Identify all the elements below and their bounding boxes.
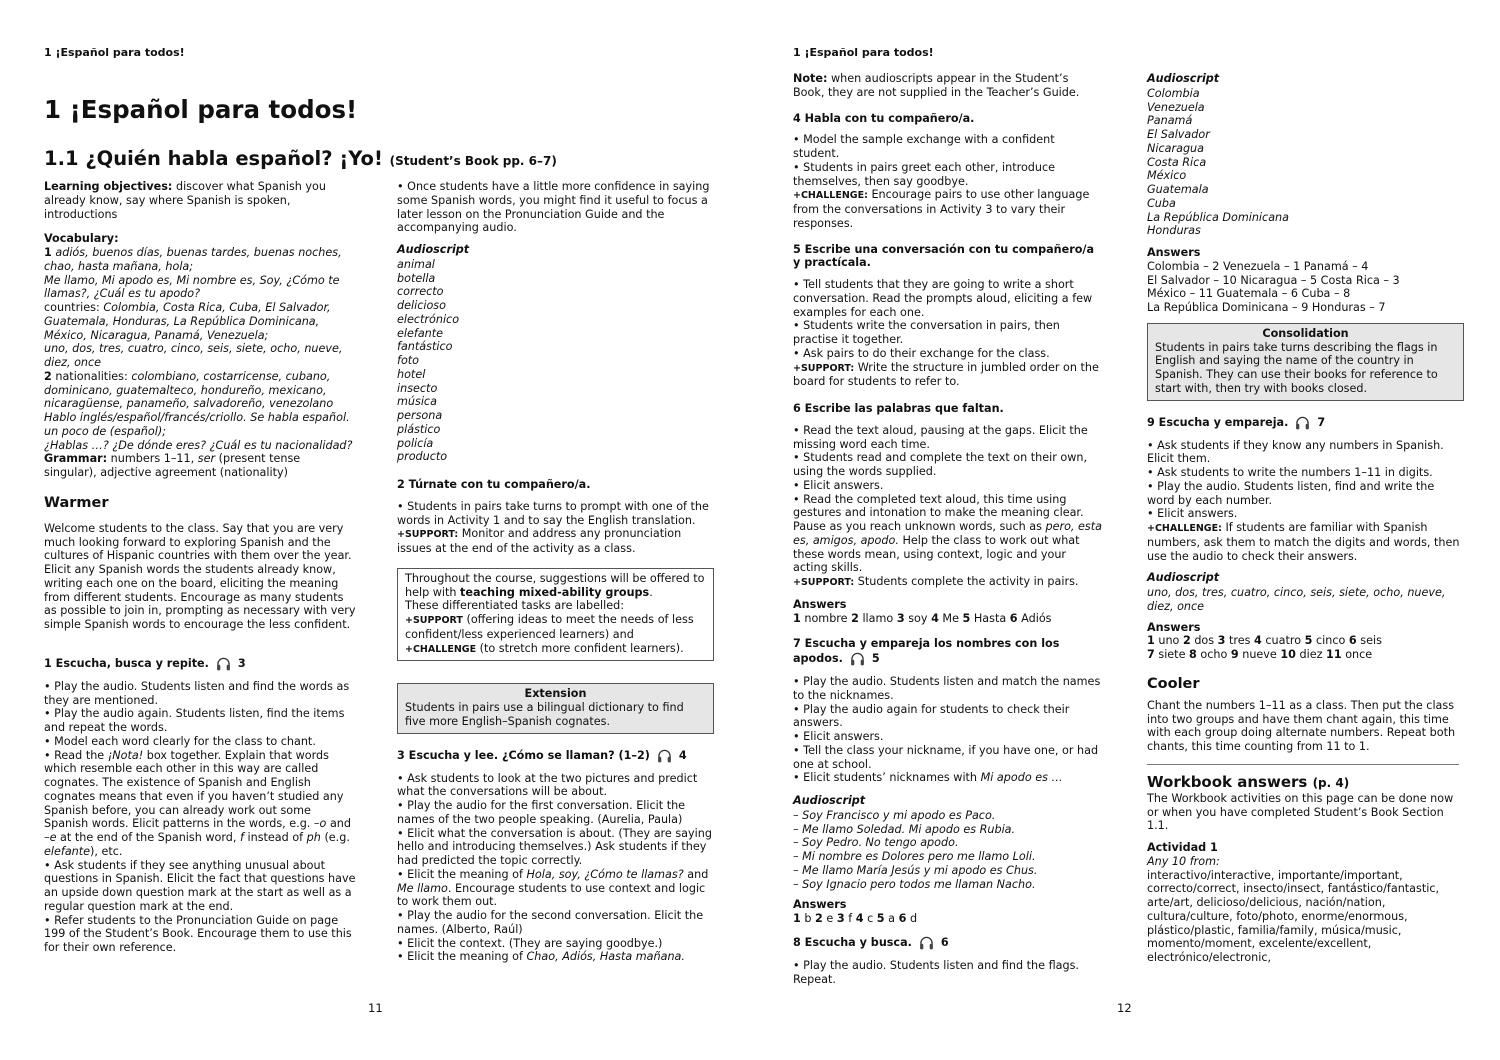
answer-value: soy xyxy=(908,611,928,625)
answer-value: a xyxy=(888,912,896,925)
list-item: producto xyxy=(397,450,448,464)
audioscript-note: Note: when audioscripts appear in the Student’s Book, they are not supplied in the Teacher’s Guide. xyxy=(793,72,1080,99)
answer-value: b xyxy=(804,912,812,925)
activity-6-heading: 6 Escribe las palabras que faltan. xyxy=(793,402,1004,415)
audioscript-1-list xyxy=(397,258,715,464)
extension-text: Students in pairs use a bilingual dictionary to find five more English–Spanish cognates. xyxy=(405,701,684,728)
consolidation-title: Consolidation xyxy=(1262,326,1349,340)
answer-value: ocho xyxy=(1200,648,1228,661)
activity-5-bullet-3: • Ask pairs to do their exchange for the class. xyxy=(793,346,1050,360)
activity-7-bullet-5: • Elicit students’ nicknames with Mi apodo es … xyxy=(793,771,1063,785)
answer-value: e xyxy=(826,912,834,925)
list-item: insecto xyxy=(397,381,438,395)
activity-3-bullet-7: • Elicit the meaning of Chao, Adiós, Hasta mañana. xyxy=(397,950,685,964)
activity-1-bullet-4: • Read the ¡Nota! box together. Explain that words which resemble each other in this way are called cognates. The existence of Spanish and English cognates means that even if you haven’t studied any Spanish before, you can already work out some Spanish words. Elicit patterns in the words, e.g. –o and –e at the end of the Spanish word, f instead of ph (e.g. elefante), etc. xyxy=(44,748,351,858)
list-item: – Me llamo María Jesús y mi apodo es Chus. xyxy=(793,863,1038,877)
list-item: plástico xyxy=(397,422,441,436)
answer-number: 3 xyxy=(1217,634,1226,648)
activity-6-bullet-3: • Elicit answers. xyxy=(793,478,884,492)
activity-8-bullet-1: • Play the audio. Students listen and find the flags. Repeat. xyxy=(793,958,1079,986)
warmer-text: Welcome students to the class. Say that you are very much looking forward to exploring Spanish and the cultures of Hispanic countries with them over the year. Elicit any Spanish words the students already know, writing each one on the board, eliciting the meaning from different students. Encourage as many students as possible to join in, prompting as necessary with very simple Spanish words to encourage the less confident. xyxy=(44,521,356,631)
consolidation-box xyxy=(1147,323,1464,401)
list-item: México – 11 Guatemala – 6 Cuba – 8 xyxy=(1147,287,1351,301)
list-item: foto xyxy=(397,354,420,367)
list-item: Costa Rica xyxy=(1147,155,1207,169)
activity-4-challenge: +CHALLENGE: Encourage pairs to use other language from the conversations in Activity 3 to vary their responses. xyxy=(793,188,1090,230)
answer-value: f xyxy=(848,912,853,925)
list-item: policía xyxy=(397,436,434,450)
activity-2-bullet-1: • Students in pairs take turns to prompt with one of the words in Activity 1 and to say the English translation. xyxy=(397,499,709,527)
activity-7-audioscript-label: Audioscript xyxy=(793,794,866,807)
mixed-ability-line-2: These differentiated tasks are labelled: xyxy=(405,599,624,613)
answer-value: tres xyxy=(1229,634,1251,648)
page12-column-2 xyxy=(1147,72,1465,965)
activity-1-bullet-3: • Model each word clearly for the class to chant. xyxy=(44,734,316,748)
activity-9-bullet-4: • Elicit answers. xyxy=(1147,507,1238,521)
list-item: electrónico xyxy=(397,312,460,326)
page11-column-1 xyxy=(44,180,356,955)
objectives-label: Learning objectives: xyxy=(44,180,173,193)
unit-title: 1 ¡Español para todos! xyxy=(44,95,358,124)
list-item: delicioso xyxy=(397,299,446,312)
activity-9-bullet-2: • Ask students to write the numbers 1–11 in digits. xyxy=(1147,466,1433,479)
consolidation-text: Students in pairs take turns describing the flags in English and saying the name of the country in Spanish. They can use their books for reference to start with, then try with books closed. xyxy=(1155,340,1438,395)
activity-1-bullet-1: • Play the audio. Students listen and find the words as they are mentioned. xyxy=(44,679,350,707)
activity-4-bullet-2: • Students in pairs greet each other, introduce themselves, then say goodbye. xyxy=(793,160,1056,188)
activity-2-support: +SUPPORT: Monitor and address any pronunciation issues at the end of the activity as a class. xyxy=(397,527,682,555)
answer-value: uno xyxy=(1158,634,1180,648)
answer-value: seis xyxy=(1360,634,1382,648)
mixed-ability-line-1: Throughout the course, suggestions will be offered to help with teaching mixed-ability groups. xyxy=(405,571,705,599)
activity-1-bullet-2: • Play the audio again. Students listen, find the items and repeat the words. xyxy=(44,707,345,734)
activity-7-answers-label: Answers xyxy=(793,898,847,912)
activity-7-bullet-3: • Elicit answers. xyxy=(793,730,884,743)
activity-9-bullet-3: • Play the audio. Students listen, find and write the word by each number. xyxy=(1147,479,1435,507)
list-item: La República Dominicana xyxy=(1147,210,1289,224)
activity-7-answers xyxy=(793,912,1103,926)
answer-number: 4 xyxy=(931,611,939,625)
answer-value: nombre xyxy=(804,611,848,625)
page-number-11: 11 xyxy=(368,1001,383,1015)
activity-6-support: +SUPPORT: Students complete the activity in pairs. xyxy=(793,575,1079,588)
answer-value: Adiós xyxy=(1021,611,1052,625)
lesson-book-ref: (Student’s Book pp. 6–7) xyxy=(389,154,557,168)
list-item: Venezuela xyxy=(1147,100,1205,114)
extension-box xyxy=(397,683,714,733)
activity-5-bullet-2: • Students write the conversation in pairs, then practise it together. xyxy=(793,319,1060,346)
activity-4-bullet-1: • Model the sample exchange with a confident student. xyxy=(793,133,1055,160)
answer-number: 6 xyxy=(1009,611,1018,625)
list-item: Colombia xyxy=(1147,86,1200,100)
answer-value: cuatro xyxy=(1265,634,1302,648)
activity-7-heading: 7 Escucha y empareja los nombres con los apodos. 5 xyxy=(793,637,1060,665)
audioscript-countries xyxy=(1147,87,1465,238)
activity-7-bullet-2: • Play the audio again for students to check their answers. xyxy=(793,702,1070,730)
activity-9-answers-1 xyxy=(1147,634,1465,648)
activity-1-heading: 1 Escucha, busca y repite. 3 xyxy=(44,656,246,670)
cooler-text: Chant the numbers 1–11 as a class. Then put the class into two groups and have them chant again, this time with each group doing alternate numbers. Repeat both chants, this time counting from 11 to 1. xyxy=(1147,698,1456,753)
warmer-heading: Warmer xyxy=(44,494,109,511)
list-item: elefante xyxy=(397,326,444,340)
activity-9-challenge: +CHALLENGE: If students are familiar with Spanish numbers, ask them to match the digits and words, then use the audio to check their answers. xyxy=(1147,521,1460,563)
answer-number: 2 xyxy=(1182,634,1191,648)
activity-9-heading: 9 Escucha y empareja. 7 xyxy=(1147,415,1326,429)
headphones-icon xyxy=(215,656,232,672)
vocabulary-1: 1 adiós, buenos días, buenas tardes, buenas noches, chao, hasta mañana, hola; Me llamo, Mi apodo es, Mi nombre es, Soy, ¿Cómo te llamas?, ¿Cuál es tu apodo? countries: Colombia, Costa Rica, Cuba, El Salvador, Guatemala, Honduras, La República Dominicana, México, Nicaragua, Panamá, Venezuela; uno, dos, tres, cuatro, cinco, seis, siete, ocho, nueve, diez, once xyxy=(44,246,343,369)
list-item: – Mi nombre es Dolores pero me llamo Loli. xyxy=(793,850,1036,863)
answer-value: nueve xyxy=(1242,648,1277,661)
countries-answers-label: Answers xyxy=(1147,246,1201,259)
activity-6-answers xyxy=(793,612,1103,626)
answer-number: 2 xyxy=(815,912,823,925)
answer-value: cinco xyxy=(1316,634,1346,648)
audioscript-1-label: Audioscript xyxy=(397,243,470,256)
list-item: botella xyxy=(397,271,436,285)
list-item: Honduras xyxy=(1147,224,1201,238)
answer-number: 3 xyxy=(896,611,905,625)
section-divider xyxy=(1147,764,1459,765)
activity-9-answers-2 xyxy=(1147,648,1465,662)
list-item: correcto xyxy=(397,285,444,299)
answer-value: d xyxy=(909,912,918,925)
activity-5-bullet-1: • Tell students that they are going to write a short conversation. Read the prompts aloud, eliciting a few examples for each one. xyxy=(793,278,1093,319)
list-item: Nicaragua xyxy=(1147,141,1204,155)
answer-number: 1 xyxy=(793,611,801,625)
list-item: – Me llamo Soledad. Mi apodo es Rubia. xyxy=(793,822,1016,836)
list-item: animal xyxy=(397,257,435,271)
activity-6-answers-label: Answers xyxy=(793,597,847,611)
answer-number: 6 xyxy=(1348,634,1357,648)
lesson-title xyxy=(44,147,557,173)
activity-6-bullet-1: • Read the text aloud, pausing at the gaps. Elicit the missing word each time. xyxy=(793,423,1088,451)
answer-number: 1 xyxy=(793,912,801,925)
list-item: fantástico xyxy=(397,340,453,354)
list-item: Colombia – 2 Venezuela – 1 Panamá – 4 xyxy=(1147,259,1369,273)
page12-column-1 xyxy=(793,72,1103,986)
activity-5-heading: 5 Escribe una conversación con tu compañero/a y practícala. xyxy=(793,242,1095,270)
headphones-icon xyxy=(849,651,866,667)
cooler-heading: Cooler xyxy=(1147,675,1200,692)
answer-value: once xyxy=(1345,648,1373,661)
list-item: El Salvador – 10 Nicaragua – 5 Costa Rica – 3 xyxy=(1147,273,1400,287)
answer-value: Hasta xyxy=(973,611,1007,625)
activity-8-heading: 8 Escucha y busca. 6 xyxy=(793,935,949,949)
answer-value: dos xyxy=(1194,634,1215,648)
activity-3-bullet-2: • Play the audio for the first conversation. Elicit the names of the two people speaking. (Aurelia, Paula) xyxy=(397,799,686,826)
countries-answers xyxy=(1147,260,1465,315)
headphones-icon xyxy=(1294,415,1311,431)
list-item: música xyxy=(397,395,437,409)
answer-number: 1 xyxy=(1147,634,1155,648)
activity-9-answers-label: Answers xyxy=(1147,620,1201,634)
list-item: Panamá xyxy=(1147,114,1193,128)
activity-5-support: +SUPPORT: Write the structure in jumbled order on the board for students to refer to. xyxy=(793,360,1099,389)
headphones-icon xyxy=(918,935,935,951)
headphones-icon xyxy=(656,748,673,764)
activity-9-bullet-1: • Ask students if they know any numbers in Spanish. Elicit them. xyxy=(1147,438,1444,466)
actividad-1-text: interactivo/interactive, importante/important, correcto/correct, insecto/insect, fantástico/fantastic, arte/art, delicioso/delicious, nación/nation, cultura/culture, foto/photo, enorme/enormous, plástico/plastic, familia/family, música/music, momento/moment, excelente/excellent, electrónico/electronic, xyxy=(1147,868,1440,964)
answer-number: 7 xyxy=(1147,648,1155,661)
vocabulary-2: 2 nationalities: colombiano, costarricense, cubano, dominicano, guatemalteco, hondureño, mexicano, nicaragüense, panameño, salvadoreño, venezolano Hablo inglés/español/francés/criollo. Se habla español. un poco de (español); ¿Hablas …? ¿De dónde eres? ¿Cuál es tu nacionalidad? xyxy=(44,369,353,452)
workbook-text: The Workbook activities on this page can be done now or when you have completed Student’s Book Section 1.1. xyxy=(1147,791,1454,833)
lesson-title-text: 1.1 ¿Quién habla español? ¡Yo! xyxy=(44,147,383,170)
list-item: México xyxy=(1147,169,1187,183)
actividad-1-heading: Actividad 1 xyxy=(1147,841,1218,854)
activity-2-heading: 2 Túrnate con tu compañero/a. xyxy=(397,478,591,491)
running-head-left: 1 ¡Español para todos! xyxy=(44,46,185,59)
answer-number: 6 xyxy=(898,912,907,925)
activity-6-bullet-2: • Students read and complete the text on their own, using the words supplied. xyxy=(793,451,1088,478)
learning-objectives xyxy=(44,180,356,221)
activity-1-bullet-5: • Ask students if they see anything unusual about questions in Spanish. Elicit the fact that questions have an upside down question mark at the start as well as a regular question mark at the end. xyxy=(44,858,356,913)
list-item: – Soy Ignacio pero todos me llaman Nacho. xyxy=(793,877,1036,891)
list-item: hotel xyxy=(397,367,426,381)
activity-9-audioscript: uno, dos, tres, cuatro, cinco, seis, siete, ocho, nueve, diez, once xyxy=(1147,586,1446,613)
list-item: persona xyxy=(397,409,443,422)
audioscript-countries-label: Audioscript xyxy=(1147,72,1220,85)
answer-number: 5 xyxy=(962,611,971,625)
page11-column-2 xyxy=(397,180,715,964)
extension-title: Extension xyxy=(524,687,587,701)
list-item: Cuba xyxy=(1147,196,1176,210)
mixed-ability-box xyxy=(397,568,714,662)
activity-3-bullet-4: • Elicit the meaning of Hola, soy, ¿Cómo te llamas? and Me llamo. Encourage students to use context and logic to work them out. xyxy=(397,867,709,909)
answer-value: Me xyxy=(942,611,959,625)
activity-7-audioscript xyxy=(793,809,1103,892)
answer-number: 5 xyxy=(1304,634,1313,648)
activity-3-bullet-3: • Elicit what the conversation is about. (They are saying hello and introducing themselves.) Ask students if they had predicted the topic correctly. xyxy=(397,826,712,867)
answer-value: c xyxy=(867,912,874,925)
activity-1-bullet-6: • Refer students to the Pronunciation Guide on page 199 of the Student’s Book. Encourage them to use this for their own reference. xyxy=(44,913,352,954)
actividad-1-subheading: Any 10 from: xyxy=(1147,854,1220,868)
workbook-heading: Workbook answers (p. 4) xyxy=(1147,772,1350,791)
list-item: – Soy Pedro. No tengo apodo. xyxy=(793,836,959,850)
objectives-text: discover what Spanish you already know, say where Spanish is spoken, introductions xyxy=(44,180,326,221)
answer-number: 9 xyxy=(1230,648,1239,661)
list-item: El Salvador xyxy=(1147,128,1210,141)
list-item: La República Dominicana – 9 Honduras – 7 xyxy=(1147,301,1386,314)
answer-number: 4 xyxy=(1254,634,1262,648)
answer-value: llamo xyxy=(862,611,894,625)
answer-number: 8 xyxy=(1189,648,1197,661)
list-item: Guatemala xyxy=(1147,183,1209,196)
activity-4-heading: 4 Habla con tu compañero/a. xyxy=(793,111,975,125)
answer-number: 10 xyxy=(1280,648,1296,661)
mixed-ability-support: +SUPPORT (offering ideas to meet the needs of less confident/less experienced learners) and xyxy=(405,613,694,641)
grammar: Grammar: numbers 1–11, ser (present tense singular), adjective agreement (nationality) xyxy=(44,452,301,479)
activity-3-bullet-5: • Play the audio for the second conversation. Elicit the names. (Alberto, Raúl) xyxy=(397,909,704,936)
answer-value: siete xyxy=(1158,648,1186,661)
activity-7-bullet-4: • Tell the class your nickname, if you have one, or had one at school. xyxy=(793,743,1099,771)
activity-3-heading: 3 Escucha y lee. ¿Cómo se llaman? (1–2) 4 xyxy=(397,748,687,762)
page-number-12: 12 xyxy=(1117,1001,1132,1015)
activity-3-bullet-1: • Ask students to look at the two pictures and predict what the conversations will be about. xyxy=(397,771,698,799)
running-head-right: 1 ¡Español para todos! xyxy=(793,46,934,59)
list-item: – Soy Francisco y mi apodo es Paco. xyxy=(793,808,996,822)
answer-number: 11 xyxy=(1326,648,1342,661)
activity-9-audioscript-label: Audioscript xyxy=(1147,571,1220,585)
answer-number: 4 xyxy=(855,912,864,925)
mixed-ability-challenge: +CHALLENGE (to stretch more confident learners). xyxy=(405,641,684,655)
vocabulary-label: Vocabulary: xyxy=(44,232,119,246)
answer-number: 2 xyxy=(851,611,859,625)
answer-number: 3 xyxy=(836,912,845,925)
pronunciation-note: • Once students have a little more confidence in saying some Spanish words, you might find it useful to focus a later lesson on the Pronunciation Guide and the accompanying audio. xyxy=(397,180,710,235)
answer-value: diez xyxy=(1299,648,1323,661)
activity-3-bullet-6: • Elicit the context. (They are saying goodbye.) xyxy=(397,936,663,950)
activity-6-bullet-4: • Read the completed text aloud, this time using gestures and intonation to make the meaning clear. Pause as you reach unknown words, such as pero, esta es, amigos, apodo. Help the class to work out what these words mean, using context, logic and your acting skills. xyxy=(793,492,1102,575)
activity-7-bullet-1: • Play the audio. Students listen and match the names to the nicknames. xyxy=(793,675,1101,702)
answer-number: 5 xyxy=(876,912,885,925)
